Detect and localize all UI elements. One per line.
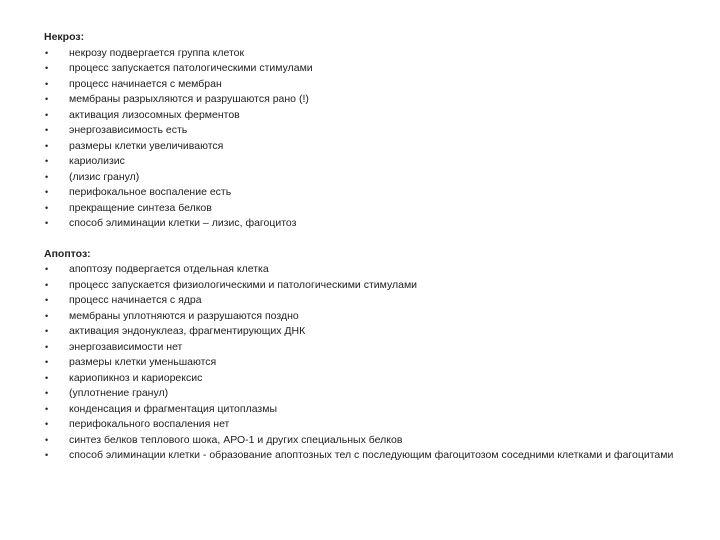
bullet-icon: •: [45, 140, 49, 151]
necrosis-list: [44, 46, 684, 232]
bullet-icon: •: [45, 187, 49, 197]
bullet-icon: •: [45, 264, 49, 274]
list-item-text: активация лизосомных ферментов: [69, 108, 240, 121]
list-item: [44, 185, 684, 201]
bullet-icon: •: [45, 202, 49, 213]
list-item: [44, 61, 684, 77]
bullet-icon: •: [45, 63, 49, 73]
bullet-icon: •: [45, 156, 49, 166]
bullet-icon: •: [45, 403, 49, 414]
document-page: [44, 30, 684, 464]
bullet-icon: •: [45, 434, 49, 445]
list-item-text: способ элиминации клетки – лизис, фагоцитоз: [69, 217, 297, 229]
bullet-icon: •: [45, 218, 49, 228]
list-item: [44, 433, 684, 449]
list-item: [44, 139, 684, 155]
list-item-text: энергозависимость есть: [69, 124, 188, 136]
apoptosis-section: [44, 247, 684, 464]
list-item-text: процесс запускается физиологическими и патологическими стимулами: [69, 278, 418, 291]
list-item: [44, 417, 684, 433]
list-item-text: (лизис гранул): [69, 170, 140, 183]
list-item-text: кариопикноз и кариорексис: [69, 371, 203, 384]
list-item: [44, 154, 684, 170]
list-item: [44, 108, 684, 124]
list-item-text: некрозу подвергается группа клеток: [69, 46, 245, 59]
bullet-icon: •: [45, 78, 49, 89]
apoptosis-heading: Апоптоз:: [44, 247, 91, 260]
list-item-text: синтез белков теплового шока, АРО-1 и других специальных белков: [69, 433, 403, 446]
list-item-text: процесс запускается патологическими стимулами: [69, 62, 313, 74]
list-item: [44, 201, 684, 217]
bullet-icon: •: [45, 109, 49, 120]
list-item-text: способ элиминации клетки - образование апоптозных тел с последующим фагоцитозом соседними клетками и фагоцитами: [69, 449, 674, 461]
list-item-text: мембраны уплотняются и разрушаются поздно: [69, 309, 299, 322]
list-item-text: (уплотнение гранул): [69, 387, 169, 399]
necrosis-heading: Некроз:: [44, 31, 85, 43]
list-item-text: прекращение синтеза белков: [69, 201, 212, 214]
list-item: [44, 402, 684, 418]
list-item: [44, 170, 684, 186]
apoptosis-list: [44, 262, 684, 464]
list-item-text: энергозависимости нет: [69, 340, 183, 353]
bullet-icon: •: [45, 388, 49, 398]
bullet-icon: •: [45, 450, 49, 460]
list-item: [44, 309, 684, 325]
list-item-text: кариолизис: [69, 155, 125, 167]
list-item-text: размеры клетки увеличиваются: [69, 139, 224, 152]
list-item-text: активация эндонуклеаз, фрагментирующих ДНК: [69, 325, 306, 337]
list-item: [44, 386, 684, 402]
bullet-icon: •: [45, 357, 49, 367]
list-item: [44, 123, 684, 139]
list-item: [44, 278, 684, 294]
list-item-text: конденсация и фрагментация цитоплазмы: [69, 402, 278, 415]
list-item: [44, 324, 684, 340]
bullet-icon: •: [45, 47, 49, 58]
bullet-icon: •: [45, 419, 49, 429]
list-item-text: процесс начинается с мембран: [69, 77, 222, 90]
list-item: [44, 355, 684, 371]
list-item: [44, 92, 684, 108]
list-item-text: перифокальное воспаление есть: [69, 186, 232, 198]
list-item: [44, 293, 684, 309]
bullet-icon: •: [45, 372, 49, 383]
bullet-icon: •: [45, 94, 49, 104]
bullet-icon: •: [45, 310, 49, 321]
bullet-icon: •: [45, 171, 49, 182]
bullet-icon: •: [45, 326, 49, 336]
necrosis-section: [44, 30, 684, 232]
list-item-text: апоптозу подвергается отдельная клетка: [69, 263, 269, 275]
list-item: [44, 46, 684, 62]
bullet-icon: •: [45, 125, 49, 135]
list-item-text: размеры клетки уменьшаются: [69, 356, 217, 368]
list-item-text: процесс начинается с ядра: [69, 294, 202, 306]
list-item: [44, 371, 684, 387]
bullet-icon: •: [45, 341, 49, 352]
bullet-icon: •: [45, 295, 49, 305]
list-item-text: перифокального воспаления нет: [69, 418, 230, 430]
list-item: [44, 262, 684, 278]
list-item: [44, 448, 684, 464]
bullet-icon: •: [45, 279, 49, 290]
list-item-text: мембраны разрыхляются и разрушаются рано (!): [69, 93, 309, 105]
list-item: [44, 340, 684, 356]
list-item: [44, 77, 684, 93]
list-item: [44, 216, 684, 232]
